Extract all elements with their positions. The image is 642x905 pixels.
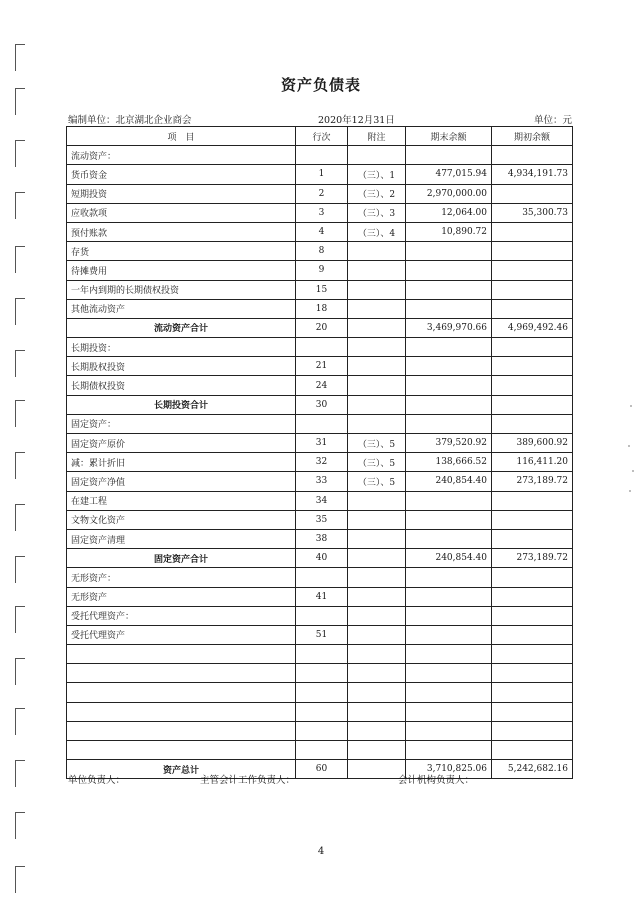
cell-begin-balance <box>492 606 573 625</box>
binding-mark <box>15 866 25 893</box>
cell-line-no: 35 <box>296 510 348 529</box>
cell-line-no: 1 <box>296 165 348 184</box>
report-date: 2020年12月31日 <box>318 115 395 126</box>
table-row <box>67 683 573 702</box>
cell-line-no: 3 <box>296 203 348 222</box>
table-row <box>67 357 573 376</box>
binding-mark <box>15 246 25 273</box>
cell-line-no: 31 <box>296 434 348 453</box>
cell-item: 其他流动资产 <box>67 299 296 318</box>
binding-mark <box>15 760 25 787</box>
cell-end-balance <box>406 664 492 683</box>
cell-begin-balance <box>492 568 573 587</box>
cell-note <box>348 721 406 740</box>
cell-line-no: 24 <box>296 376 348 395</box>
cell-end-balance <box>406 606 492 625</box>
cell-end-balance: 3,469,970.66 <box>406 318 492 337</box>
cell-begin-balance: 35,300.73 <box>492 203 573 222</box>
cell-item: 长期股权投资 <box>67 357 296 376</box>
binding-mark <box>15 658 25 685</box>
cell-end-balance <box>406 510 492 529</box>
header-end-balance: 期末余额 <box>406 127 492 146</box>
binding-mark <box>15 606 25 633</box>
cell-begin-balance: 273,189.72 <box>492 549 573 568</box>
cell-end-balance <box>406 280 492 299</box>
cell-line-no <box>296 741 348 760</box>
cell-line-no <box>296 645 348 664</box>
cell-begin-balance: 116,411.20 <box>492 453 573 472</box>
cell-begin-balance <box>492 721 573 740</box>
currency-unit: 单位：元 <box>534 115 573 126</box>
table-row <box>67 568 573 587</box>
cell-line-no <box>296 664 348 683</box>
cell-end-balance <box>406 721 492 740</box>
cell-line-no <box>296 414 348 433</box>
table-row <box>67 165 573 184</box>
cell-item: 受托代理资产： <box>67 606 296 625</box>
cell-item: 文物文化资产 <box>67 510 296 529</box>
cell-item: 长期债权投资 <box>67 376 296 395</box>
header-line-no: 行次 <box>296 127 348 146</box>
cell-note <box>348 261 406 280</box>
cell-end-balance <box>406 146 492 165</box>
cell-line-no: 34 <box>296 491 348 510</box>
cell-begin-balance: 4,934,191.73 <box>492 165 573 184</box>
cell-line-no: 51 <box>296 625 348 644</box>
header-item: 项 目 <box>67 127 296 146</box>
table-row <box>67 299 573 318</box>
table-row <box>67 606 573 625</box>
table-row <box>67 453 573 472</box>
cell-line-no <box>296 721 348 740</box>
binding-mark <box>15 812 25 839</box>
cell-note <box>348 338 406 357</box>
cell-end-balance <box>406 338 492 357</box>
cell-begin-balance <box>492 357 573 376</box>
cell-line-no: 18 <box>296 299 348 318</box>
binding-mark <box>15 708 25 735</box>
cell-note: （三）、3 <box>348 203 406 222</box>
header-begin-balance: 期初余额 <box>492 127 573 146</box>
cell-end-balance: 138,666.52 <box>406 453 492 472</box>
cell-begin-balance: 5,242,682.16 <box>492 760 573 779</box>
cell-end-balance <box>406 261 492 280</box>
cell-item: 在建工程 <box>67 491 296 510</box>
cell-item: 无形资产 <box>67 587 296 606</box>
cell-note <box>348 376 406 395</box>
cell-line-no: 15 <box>296 280 348 299</box>
table-row <box>67 184 573 203</box>
cell-item: 长期投资： <box>67 338 296 357</box>
scan-speck <box>632 470 634 472</box>
table-row <box>67 280 573 299</box>
signature-accounting-head: 主管会计工作负责人： <box>200 775 296 786</box>
balance-sheet-table <box>66 126 573 779</box>
cell-line-no: 20 <box>296 318 348 337</box>
cell-line-no: 40 <box>296 549 348 568</box>
cell-note: （三）、2 <box>348 184 406 203</box>
cell-note <box>348 683 406 702</box>
cell-line-no <box>296 146 348 165</box>
cell-begin-balance <box>492 664 573 683</box>
cell-item: 长期投资合计 <box>67 395 296 414</box>
cell-begin-balance <box>492 242 573 261</box>
cell-note <box>348 568 406 587</box>
cell-note: （三）、5 <box>348 472 406 491</box>
cell-note <box>348 587 406 606</box>
cell-note <box>348 702 406 721</box>
cell-note: （三）、5 <box>348 434 406 453</box>
cell-note <box>348 491 406 510</box>
cell-note <box>348 318 406 337</box>
cell-line-no <box>296 568 348 587</box>
cell-item: 应收款项 <box>67 203 296 222</box>
table-row <box>67 203 573 222</box>
table-row <box>67 434 573 453</box>
binding-mark <box>15 556 25 583</box>
cell-end-balance <box>406 587 492 606</box>
table-row <box>67 587 573 606</box>
cell-note <box>348 299 406 318</box>
table-body <box>67 146 573 779</box>
cell-end-balance: 240,854.40 <box>406 549 492 568</box>
table-row <box>67 414 573 433</box>
cell-begin-balance <box>492 510 573 529</box>
cell-item: 减：累计折旧 <box>67 453 296 472</box>
cell-note <box>348 146 406 165</box>
cell-begin-balance <box>492 146 573 165</box>
cell-line-no: 8 <box>296 242 348 261</box>
cell-line-no <box>296 338 348 357</box>
cell-note <box>348 242 406 261</box>
cell-line-no: 32 <box>296 453 348 472</box>
cell-line-no: 41 <box>296 587 348 606</box>
cell-begin-balance <box>492 184 573 203</box>
cell-begin-balance <box>492 280 573 299</box>
cell-line-no: 33 <box>296 472 348 491</box>
cell-begin-balance <box>492 261 573 280</box>
cell-item: 短期投资 <box>67 184 296 203</box>
table-row <box>67 510 573 529</box>
cell-item: 一年内到期的长期债权投资 <box>67 280 296 299</box>
cell-item: 存货 <box>67 242 296 261</box>
table-row <box>67 222 573 241</box>
table-row <box>67 664 573 683</box>
cell-note <box>348 549 406 568</box>
binding-mark <box>15 298 25 325</box>
cell-note: （三）、1 <box>348 165 406 184</box>
cell-item <box>67 664 296 683</box>
cell-line-no: 60 <box>296 760 348 779</box>
cell-item: 固定资产： <box>67 414 296 433</box>
cell-item <box>67 702 296 721</box>
scan-speck <box>629 490 631 492</box>
cell-item <box>67 683 296 702</box>
scan-speck <box>628 445 630 447</box>
cell-end-balance <box>406 683 492 702</box>
header-note: 附注 <box>348 127 406 146</box>
cell-item: 固定资产合计 <box>67 549 296 568</box>
cell-begin-balance <box>492 625 573 644</box>
cell-end-balance <box>406 702 492 721</box>
cell-note <box>348 395 406 414</box>
cell-end-balance: 3,710,825.06 <box>406 760 492 779</box>
cell-end-balance <box>406 645 492 664</box>
table-row <box>67 721 573 740</box>
cell-item: 资产总计 <box>67 760 296 779</box>
cell-begin-balance <box>492 702 573 721</box>
table-row <box>67 702 573 721</box>
table-row <box>67 760 573 779</box>
cell-begin-balance <box>492 414 573 433</box>
cell-note: （三）、5 <box>348 453 406 472</box>
table-row <box>67 625 573 644</box>
binding-mark <box>15 400 25 427</box>
cell-line-no <box>296 702 348 721</box>
cell-end-balance <box>406 741 492 760</box>
cell-end-balance <box>406 568 492 587</box>
cell-note <box>348 741 406 760</box>
cell-begin-balance <box>492 587 573 606</box>
table-row <box>67 549 573 568</box>
signature-agency-head: 会计机构负责人： <box>398 775 475 786</box>
cell-end-balance <box>406 299 492 318</box>
cell-item: 流动资产： <box>67 146 296 165</box>
cell-end-balance <box>406 529 492 548</box>
cell-item <box>67 721 296 740</box>
cell-item: 流动资产合计 <box>67 318 296 337</box>
cell-begin-balance <box>492 741 573 760</box>
table-row <box>67 645 573 664</box>
cell-note <box>348 625 406 644</box>
cell-item: 固定资产净值 <box>67 472 296 491</box>
cell-end-balance <box>406 242 492 261</box>
cell-begin-balance <box>492 645 573 664</box>
cell-begin-balance <box>492 299 573 318</box>
table-row <box>67 491 573 510</box>
table-row <box>67 529 573 548</box>
cell-begin-balance <box>492 683 573 702</box>
cell-end-balance <box>406 625 492 644</box>
cell-end-balance: 10,890.72 <box>406 222 492 241</box>
cell-begin-balance <box>492 338 573 357</box>
cell-line-no: 9 <box>296 261 348 280</box>
cell-note <box>348 664 406 683</box>
cell-item: 固定资产清理 <box>67 529 296 548</box>
cell-item: 固定资产原价 <box>67 434 296 453</box>
cell-begin-balance <box>492 529 573 548</box>
cell-note <box>348 414 406 433</box>
cell-begin-balance <box>492 376 573 395</box>
table-row <box>67 741 573 760</box>
table-row <box>67 261 573 280</box>
cell-end-balance: 240,854.40 <box>406 472 492 491</box>
binding-mark <box>15 140 25 167</box>
cell-item: 预付账款 <box>67 222 296 241</box>
binding-mark <box>15 44 25 71</box>
cell-begin-balance: 4,969,492.46 <box>492 318 573 337</box>
cell-begin-balance <box>492 222 573 241</box>
cell-end-balance: 2,970,000.00 <box>406 184 492 203</box>
cell-line-no: 38 <box>296 529 348 548</box>
cell-item <box>67 645 296 664</box>
cell-item: 无形资产： <box>67 568 296 587</box>
cell-end-balance <box>406 414 492 433</box>
cell-item: 货币资金 <box>67 165 296 184</box>
page-number: 4 <box>317 846 325 857</box>
cell-begin-balance <box>492 395 573 414</box>
preparing-unit: 编制单位：北京湖北企业商会 <box>68 115 192 126</box>
table-header-row <box>67 127 573 146</box>
table-row <box>67 472 573 491</box>
cell-note <box>348 760 406 779</box>
cell-end-balance <box>406 491 492 510</box>
cell-note <box>348 529 406 548</box>
cell-line-no: 4 <box>296 222 348 241</box>
cell-end-balance <box>406 357 492 376</box>
table-row <box>67 318 573 337</box>
cell-note <box>348 510 406 529</box>
cell-end-balance: 477,015.94 <box>406 165 492 184</box>
cell-line-no: 21 <box>296 357 348 376</box>
cell-note <box>348 606 406 625</box>
table-row <box>67 146 573 165</box>
cell-line-no: 2 <box>296 184 348 203</box>
cell-note: （三）、4 <box>348 222 406 241</box>
cell-note <box>348 357 406 376</box>
binding-mark <box>15 504 25 531</box>
cell-line-no <box>296 606 348 625</box>
cell-note <box>348 645 406 664</box>
cell-begin-balance <box>492 491 573 510</box>
table-row <box>67 395 573 414</box>
cell-end-balance: 379,520.92 <box>406 434 492 453</box>
binding-mark <box>15 452 25 479</box>
signature-unit-head: 单位负责人： <box>68 775 126 786</box>
document-title: 资产负债表 <box>280 76 361 94</box>
table-row <box>67 242 573 261</box>
cell-end-balance <box>406 395 492 414</box>
cell-end-balance <box>406 376 492 395</box>
cell-begin-balance: 273,189.72 <box>492 472 573 491</box>
table-row <box>67 338 573 357</box>
binding-mark <box>15 192 25 219</box>
cell-begin-balance: 389,600.92 <box>492 434 573 453</box>
cell-note <box>348 280 406 299</box>
cell-end-balance: 12,064.00 <box>406 203 492 222</box>
scan-speck <box>630 405 632 407</box>
cell-line-no <box>296 683 348 702</box>
cell-item: 待摊费用 <box>67 261 296 280</box>
cell-item: 受托代理资产 <box>67 625 296 644</box>
table-row <box>67 376 573 395</box>
cell-item <box>67 741 296 760</box>
cell-line-no: 30 <box>296 395 348 414</box>
binding-mark <box>15 350 25 377</box>
